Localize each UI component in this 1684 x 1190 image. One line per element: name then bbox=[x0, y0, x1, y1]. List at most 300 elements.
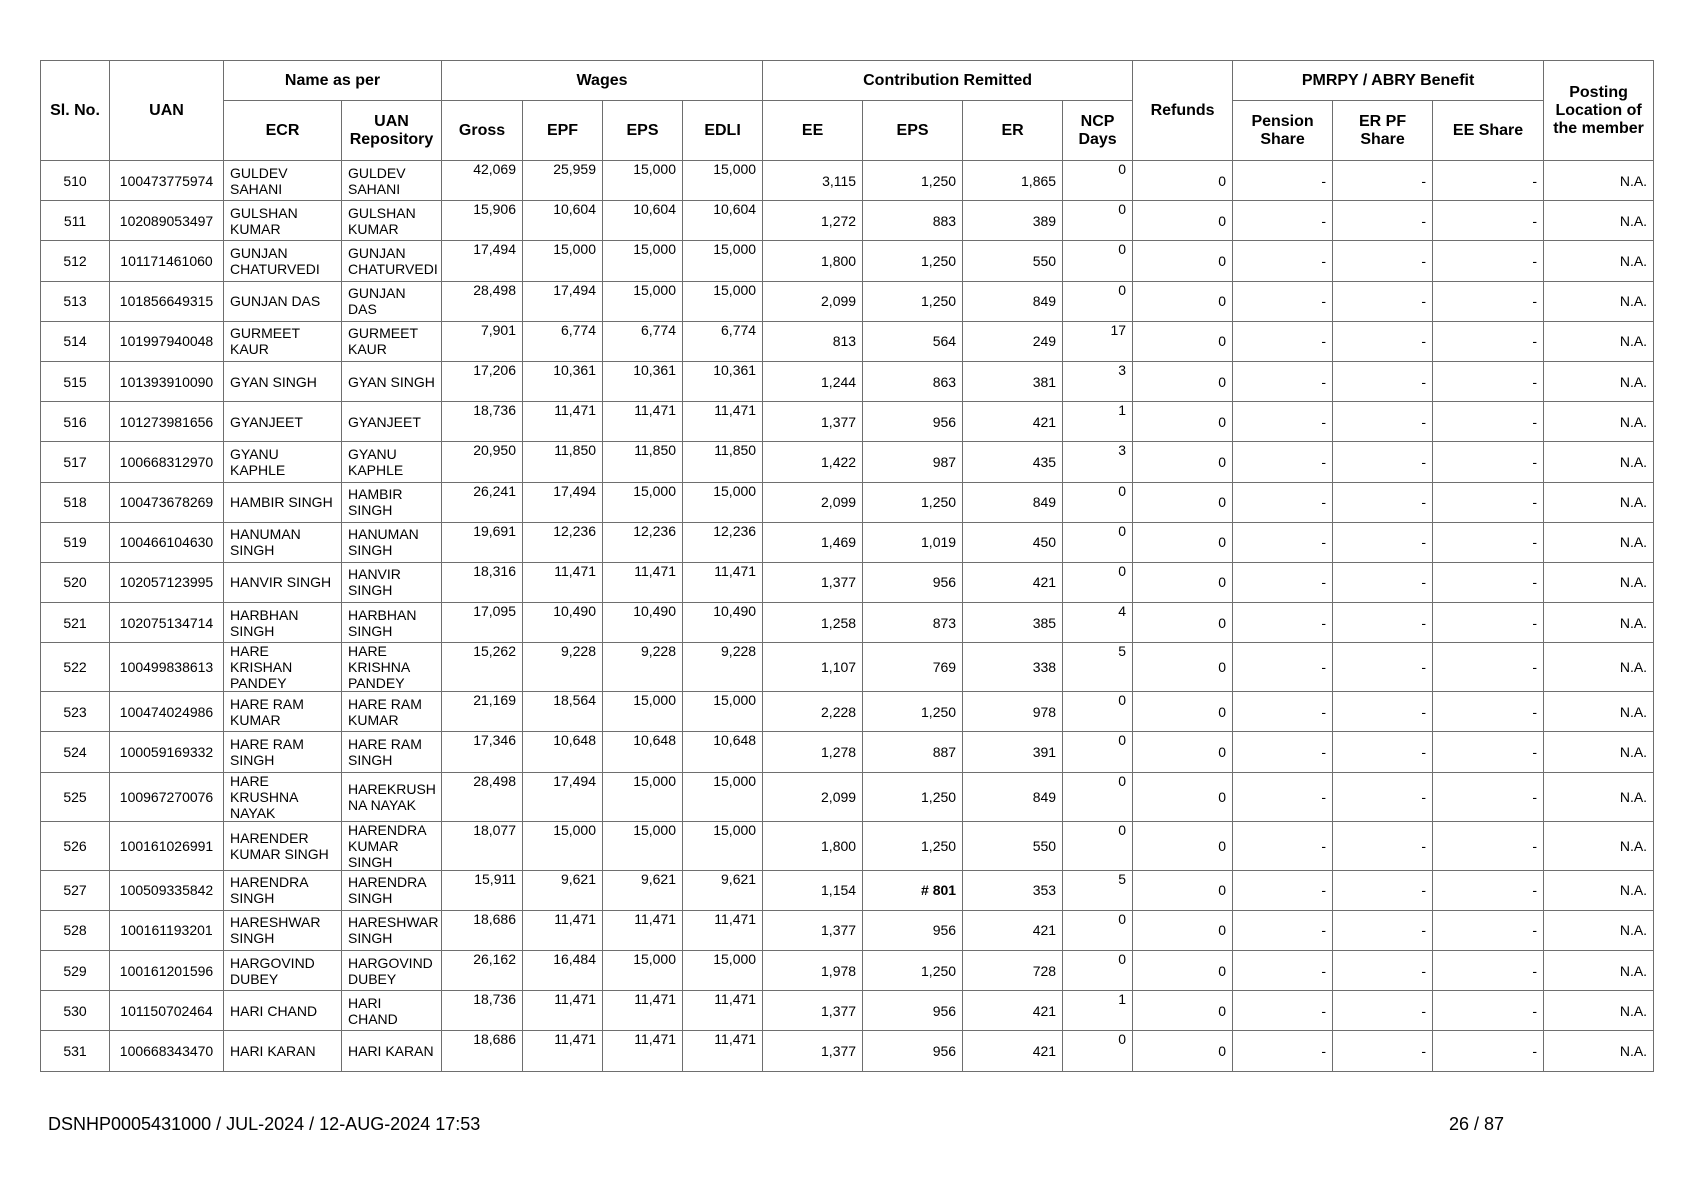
gross-cell: 28,498 bbox=[442, 772, 523, 821]
uan-cell: 102089053497 bbox=[110, 201, 224, 241]
edli-cell: 15,000 bbox=[683, 772, 763, 821]
eps-contribution-cell: 1,250 bbox=[863, 482, 963, 522]
pension-share-cell: - bbox=[1233, 361, 1333, 401]
ecr-name-cell: GUNJAN CHATURVEDI bbox=[224, 241, 342, 281]
epf-cell: 11,850 bbox=[523, 442, 603, 482]
header-contribution-remitted: Contribution Remitted bbox=[763, 61, 1133, 101]
eps-cell: 15,000 bbox=[603, 951, 683, 991]
ncp-days-cell: 0 bbox=[1063, 772, 1133, 821]
ecr-name-cell: HARBHAN SINGH bbox=[224, 603, 342, 643]
pension-share-cell: - bbox=[1233, 482, 1333, 522]
header-uan: UAN bbox=[110, 61, 224, 161]
eps-cell: 10,604 bbox=[603, 201, 683, 241]
ee-share-cell: - bbox=[1433, 910, 1544, 950]
refunds-cell: 0 bbox=[1133, 1031, 1233, 1071]
pension-share-cell: - bbox=[1233, 821, 1333, 870]
eps-cell: 15,000 bbox=[603, 772, 683, 821]
ee-share-cell: - bbox=[1433, 1031, 1544, 1071]
edli-cell: 11,471 bbox=[683, 910, 763, 950]
edli-cell: 15,000 bbox=[683, 241, 763, 281]
uan-repository-name-cell: HARENDRA KUMAR SINGH bbox=[342, 821, 442, 870]
uan-cell: 100474024986 bbox=[110, 692, 224, 732]
ee-share-cell: - bbox=[1433, 402, 1544, 442]
pension-share-cell: - bbox=[1233, 951, 1333, 991]
er-cell: 849 bbox=[963, 281, 1063, 321]
er-pf-share-cell: - bbox=[1333, 643, 1433, 692]
eps-contribution-cell: 564 bbox=[863, 321, 963, 361]
ncp-days-cell: 0 bbox=[1063, 562, 1133, 602]
posting-location-cell: N.A. bbox=[1544, 321, 1654, 361]
gross-cell: 28,498 bbox=[442, 281, 523, 321]
posting-location-cell: N.A. bbox=[1544, 482, 1654, 522]
er-cell: 421 bbox=[963, 910, 1063, 950]
uan-cell: 100473775974 bbox=[110, 161, 224, 201]
ee-share-cell: - bbox=[1433, 442, 1544, 482]
sl-no-cell: 528 bbox=[41, 910, 110, 950]
eps-cell: 15,000 bbox=[603, 241, 683, 281]
refunds-cell: 0 bbox=[1133, 772, 1233, 821]
er-cell: 450 bbox=[963, 522, 1063, 562]
eps-cell: 9,621 bbox=[603, 870, 683, 910]
sl-no-cell: 530 bbox=[41, 991, 110, 1031]
eps-cell: 11,471 bbox=[603, 910, 683, 950]
ee-cell: 1,377 bbox=[763, 991, 863, 1031]
ncp-days-cell: 5 bbox=[1063, 643, 1133, 692]
ee-share-cell: - bbox=[1433, 161, 1544, 201]
uan-cell: 100668343470 bbox=[110, 1031, 224, 1071]
table-row bbox=[41, 161, 1654, 201]
eps-cell: 11,850 bbox=[603, 442, 683, 482]
posting-location-cell: N.A. bbox=[1544, 991, 1654, 1031]
uan-repository-name-cell: HARENDRA SINGH bbox=[342, 870, 442, 910]
edli-cell: 15,000 bbox=[683, 161, 763, 201]
uan-cell: 100473678269 bbox=[110, 482, 224, 522]
ecr-name-cell: HANUMAN SINGH bbox=[224, 522, 342, 562]
uan-repository-name-cell: GUNJAN DAS bbox=[342, 281, 442, 321]
epf-cell: 17,494 bbox=[523, 482, 603, 522]
header-sl-no: Sl. No. bbox=[41, 61, 110, 161]
eps-cell: 15,000 bbox=[603, 161, 683, 201]
header-eps: EPS bbox=[603, 101, 683, 161]
ee-cell: 2,099 bbox=[763, 772, 863, 821]
posting-location-cell: N.A. bbox=[1544, 562, 1654, 602]
eps-cell: 15,000 bbox=[603, 482, 683, 522]
pension-share-cell: - bbox=[1233, 402, 1333, 442]
er-pf-share-cell: - bbox=[1333, 482, 1433, 522]
header-pmrpy-abry: PMRPY / ABRY Benefit bbox=[1233, 61, 1544, 101]
sl-no-cell: 517 bbox=[41, 442, 110, 482]
epf-cell: 10,361 bbox=[523, 361, 603, 401]
ee-share-cell: - bbox=[1433, 821, 1544, 870]
ncp-days-cell: 0 bbox=[1063, 1031, 1133, 1071]
refunds-cell: 0 bbox=[1133, 442, 1233, 482]
header-er: ER bbox=[963, 101, 1063, 161]
sl-no-cell: 522 bbox=[41, 643, 110, 692]
ee-cell: 2,099 bbox=[763, 281, 863, 321]
ecr-name-cell: HARE KRUSHNA NAYAK bbox=[224, 772, 342, 821]
epf-cell: 18,564 bbox=[523, 692, 603, 732]
epf-cell: 16,484 bbox=[523, 951, 603, 991]
uan-cell: 101273981656 bbox=[110, 402, 224, 442]
ee-cell: 1,800 bbox=[763, 821, 863, 870]
er-pf-share-cell: - bbox=[1333, 603, 1433, 643]
ee-share-cell: - bbox=[1433, 870, 1544, 910]
ncp-days-cell: 1 bbox=[1063, 991, 1133, 1031]
er-cell: 421 bbox=[963, 562, 1063, 602]
epf-cell: 11,471 bbox=[523, 402, 603, 442]
uan-repository-name-cell: GURMEET KAUR bbox=[342, 321, 442, 361]
page-number: 26 / 87 bbox=[1449, 1114, 1505, 1134]
uan-repository-name-cell: HARBHAN SINGH bbox=[342, 603, 442, 643]
refunds-cell: 0 bbox=[1133, 732, 1233, 772]
header-ee: EE bbox=[763, 101, 863, 161]
er-cell: 338 bbox=[963, 643, 1063, 692]
table-row bbox=[41, 910, 1654, 950]
uan-repository-name-cell: HANUMAN SINGH bbox=[342, 522, 442, 562]
uan-cell: 100161201596 bbox=[110, 951, 224, 991]
sl-no-cell: 527 bbox=[41, 870, 110, 910]
uan-repository-name-cell: HARI CHAND bbox=[342, 991, 442, 1031]
er-pf-share-cell: - bbox=[1333, 201, 1433, 241]
header-ncp-days: NCP Days bbox=[1063, 101, 1133, 161]
pension-share-cell: - bbox=[1233, 442, 1333, 482]
gross-cell: 42,069 bbox=[442, 161, 523, 201]
ncp-days-cell: 0 bbox=[1063, 821, 1133, 870]
pension-share-cell: - bbox=[1233, 321, 1333, 361]
epf-cell: 10,604 bbox=[523, 201, 603, 241]
gross-cell: 15,906 bbox=[442, 201, 523, 241]
ecr-name-cell: HARI KARAN bbox=[224, 1031, 342, 1071]
pension-share-cell: - bbox=[1233, 772, 1333, 821]
ee-cell: 1,377 bbox=[763, 402, 863, 442]
gross-cell: 18,316 bbox=[442, 562, 523, 602]
uan-cell: 100668312970 bbox=[110, 442, 224, 482]
gross-cell: 26,162 bbox=[442, 951, 523, 991]
posting-location-cell: N.A. bbox=[1544, 241, 1654, 281]
ncp-days-cell: 0 bbox=[1063, 482, 1133, 522]
sl-no-cell: 510 bbox=[41, 161, 110, 201]
posting-location-cell: N.A. bbox=[1544, 161, 1654, 201]
eps-contribution-cell: 873 bbox=[863, 603, 963, 643]
eps-contribution-cell: 987 bbox=[863, 442, 963, 482]
ee-share-cell: - bbox=[1433, 643, 1544, 692]
table-row bbox=[41, 281, 1654, 321]
edli-cell: 10,648 bbox=[683, 732, 763, 772]
ncp-days-cell: 3 bbox=[1063, 361, 1133, 401]
ncp-days-cell: 0 bbox=[1063, 732, 1133, 772]
pension-share-cell: - bbox=[1233, 281, 1333, 321]
refunds-cell: 0 bbox=[1133, 161, 1233, 201]
uan-cell: 100509335842 bbox=[110, 870, 224, 910]
er-cell: 389 bbox=[963, 201, 1063, 241]
eps-cell: 12,236 bbox=[603, 522, 683, 562]
posting-location-cell: N.A. bbox=[1544, 1031, 1654, 1071]
ecr-name-cell: HARGOVIND DUBEY bbox=[224, 951, 342, 991]
table-row bbox=[41, 361, 1654, 401]
uan-cell: 102075134714 bbox=[110, 603, 224, 643]
header-edli: EDLI bbox=[683, 101, 763, 161]
er-cell: 391 bbox=[963, 732, 1063, 772]
gross-cell: 17,346 bbox=[442, 732, 523, 772]
refunds-cell: 0 bbox=[1133, 402, 1233, 442]
er-pf-share-cell: - bbox=[1333, 321, 1433, 361]
er-cell: 249 bbox=[963, 321, 1063, 361]
contribution-table bbox=[40, 60, 1654, 1072]
refunds-cell: 0 bbox=[1133, 951, 1233, 991]
epf-cell: 10,490 bbox=[523, 603, 603, 643]
ecr-name-cell: HAMBIR SINGH bbox=[224, 482, 342, 522]
ee-cell: 1,272 bbox=[763, 201, 863, 241]
header-posting-location: Posting Location of the member bbox=[1544, 61, 1654, 161]
table-row bbox=[41, 772, 1654, 821]
edli-cell: 6,774 bbox=[683, 321, 763, 361]
epf-cell: 11,471 bbox=[523, 991, 603, 1031]
eps-cell: 10,361 bbox=[603, 361, 683, 401]
uan-repository-name-cell: HARGOVIND DUBEY bbox=[342, 951, 442, 991]
sl-no-cell: 523 bbox=[41, 692, 110, 732]
ncp-days-cell: 0 bbox=[1063, 281, 1133, 321]
pension-share-cell: - bbox=[1233, 870, 1333, 910]
posting-location-cell: N.A. bbox=[1544, 732, 1654, 772]
uan-repository-name-cell: HARE KRISHNA PANDEY bbox=[342, 643, 442, 692]
uan-cell: 101150702464 bbox=[110, 991, 224, 1031]
posting-location-cell: N.A. bbox=[1544, 692, 1654, 732]
uan-cell: 100059169332 bbox=[110, 732, 224, 772]
posting-location-cell: N.A. bbox=[1544, 643, 1654, 692]
edli-cell: 10,361 bbox=[683, 361, 763, 401]
er-cell: 421 bbox=[963, 991, 1063, 1031]
ecr-name-cell: GULDEV SAHANI bbox=[224, 161, 342, 201]
header-eps-contribution: EPS bbox=[863, 101, 963, 161]
ecr-name-cell: GYAN SINGH bbox=[224, 361, 342, 401]
posting-location-cell: N.A. bbox=[1544, 201, 1654, 241]
pension-share-cell: - bbox=[1233, 692, 1333, 732]
ee-share-cell: - bbox=[1433, 603, 1544, 643]
posting-location-cell: N.A. bbox=[1544, 772, 1654, 821]
pension-share-cell: - bbox=[1233, 910, 1333, 950]
eps-cell: 11,471 bbox=[603, 1031, 683, 1071]
ncp-days-cell: 0 bbox=[1063, 201, 1133, 241]
ee-share-cell: - bbox=[1433, 482, 1544, 522]
eps-contribution-cell: 887 bbox=[863, 732, 963, 772]
uan-repository-name-cell: GUNJAN CHATURVEDI bbox=[342, 241, 442, 281]
gross-cell: 17,206 bbox=[442, 361, 523, 401]
eps-cell: 11,471 bbox=[603, 991, 683, 1031]
er-pf-share-cell: - bbox=[1333, 241, 1433, 281]
er-pf-share-cell: - bbox=[1333, 951, 1433, 991]
posting-location-cell: N.A. bbox=[1544, 870, 1654, 910]
refunds-cell: 0 bbox=[1133, 910, 1233, 950]
ncp-days-cell: 0 bbox=[1063, 951, 1133, 991]
refunds-cell: 0 bbox=[1133, 692, 1233, 732]
er-cell: 728 bbox=[963, 951, 1063, 991]
eps-contribution-cell: 956 bbox=[863, 991, 963, 1031]
ecr-name-cell: HARENDER KUMAR SINGH bbox=[224, 821, 342, 870]
eps-cell: 15,000 bbox=[603, 692, 683, 732]
uan-cell: 100499838613 bbox=[110, 643, 224, 692]
ecr-name-cell: HARENDRA SINGH bbox=[224, 870, 342, 910]
posting-location-cell: N.A. bbox=[1544, 361, 1654, 401]
eps-contribution-cell: 1,250 bbox=[863, 951, 963, 991]
header-er-pf-share: ER PF Share bbox=[1333, 101, 1433, 161]
ncp-days-cell: 3 bbox=[1063, 442, 1133, 482]
edli-cell: 9,621 bbox=[683, 870, 763, 910]
sl-no-cell: 513 bbox=[41, 281, 110, 321]
epf-cell: 11,471 bbox=[523, 1031, 603, 1071]
gross-cell: 15,911 bbox=[442, 870, 523, 910]
sl-no-cell: 516 bbox=[41, 402, 110, 442]
er-pf-share-cell: - bbox=[1333, 692, 1433, 732]
sl-no-cell: 515 bbox=[41, 361, 110, 401]
ee-cell: 1,978 bbox=[763, 951, 863, 991]
refunds-cell: 0 bbox=[1133, 482, 1233, 522]
ecr-name-cell: GURMEET KAUR bbox=[224, 321, 342, 361]
er-cell: 385 bbox=[963, 603, 1063, 643]
gross-cell: 18,686 bbox=[442, 910, 523, 950]
refunds-cell: 0 bbox=[1133, 241, 1233, 281]
eps-cell: 10,490 bbox=[603, 603, 683, 643]
refunds-cell: 0 bbox=[1133, 821, 1233, 870]
er-pf-share-cell: - bbox=[1333, 402, 1433, 442]
edli-cell: 15,000 bbox=[683, 692, 763, 732]
gross-cell: 26,241 bbox=[442, 482, 523, 522]
eps-contribution-cell: 863 bbox=[863, 361, 963, 401]
ee-share-cell: - bbox=[1433, 241, 1544, 281]
er-pf-share-cell: - bbox=[1333, 870, 1433, 910]
sl-no-cell: 514 bbox=[41, 321, 110, 361]
ee-share-cell: - bbox=[1433, 201, 1544, 241]
gross-cell: 18,736 bbox=[442, 402, 523, 442]
eps-cell: 15,000 bbox=[603, 281, 683, 321]
uan-repository-name-cell: HAMBIR SINGH bbox=[342, 482, 442, 522]
table-row bbox=[41, 603, 1654, 643]
er-pf-share-cell: - bbox=[1333, 161, 1433, 201]
pension-share-cell: - bbox=[1233, 562, 1333, 602]
table-row bbox=[41, 241, 1654, 281]
edli-cell: 9,228 bbox=[683, 643, 763, 692]
uan-repository-name-cell: HARI KARAN bbox=[342, 1031, 442, 1071]
eps-cell: 10,648 bbox=[603, 732, 683, 772]
posting-location-cell: N.A. bbox=[1544, 603, 1654, 643]
er-cell: 550 bbox=[963, 241, 1063, 281]
header-pension-share: Pension Share bbox=[1233, 101, 1333, 161]
ecr-name-cell: HARE KRISHAN PANDEY bbox=[224, 643, 342, 692]
header-epf: EPF bbox=[523, 101, 603, 161]
epf-cell: 17,494 bbox=[523, 281, 603, 321]
er-cell: 421 bbox=[963, 1031, 1063, 1071]
gross-cell: 17,095 bbox=[442, 603, 523, 643]
ee-share-cell: - bbox=[1433, 951, 1544, 991]
eps-cell: 9,228 bbox=[603, 643, 683, 692]
refunds-cell: 0 bbox=[1133, 321, 1233, 361]
er-pf-share-cell: - bbox=[1333, 772, 1433, 821]
posting-location-cell: N.A. bbox=[1544, 442, 1654, 482]
uan-repository-name-cell: GULDEV SAHANI bbox=[342, 161, 442, 201]
eps-contribution-cell: 956 bbox=[863, 402, 963, 442]
epf-cell: 9,228 bbox=[523, 643, 603, 692]
er-pf-share-cell: - bbox=[1333, 562, 1433, 602]
refunds-cell: 0 bbox=[1133, 522, 1233, 562]
ncp-days-cell: 0 bbox=[1063, 241, 1133, 281]
ee-share-cell: - bbox=[1433, 692, 1544, 732]
pension-share-cell: - bbox=[1233, 732, 1333, 772]
posting-location-cell: N.A. bbox=[1544, 402, 1654, 442]
epf-cell: 11,471 bbox=[523, 562, 603, 602]
uan-cell: 101171461060 bbox=[110, 241, 224, 281]
eps-contribution-cell: # 801 bbox=[863, 870, 963, 910]
gross-cell: 21,169 bbox=[442, 692, 523, 732]
header-ecr: ECR bbox=[224, 101, 342, 161]
table-row bbox=[41, 1031, 1654, 1071]
ee-cell: 1,278 bbox=[763, 732, 863, 772]
er-cell: 550 bbox=[963, 821, 1063, 870]
er-cell: 353 bbox=[963, 870, 1063, 910]
table-row bbox=[41, 482, 1654, 522]
posting-location-cell: N.A. bbox=[1544, 281, 1654, 321]
ecr-name-cell: GULSHAN KUMAR bbox=[224, 201, 342, 241]
eps-contribution-cell: 1,250 bbox=[863, 281, 963, 321]
uan-repository-name-cell: HAREKRUSH NA NAYAK bbox=[342, 772, 442, 821]
edli-cell: 10,604 bbox=[683, 201, 763, 241]
er-cell: 435 bbox=[963, 442, 1063, 482]
uan-repository-name-cell: HARE RAM KUMAR bbox=[342, 692, 442, 732]
sl-no-cell: 529 bbox=[41, 951, 110, 991]
gross-cell: 19,691 bbox=[442, 522, 523, 562]
uan-cell: 101393910090 bbox=[110, 361, 224, 401]
er-cell: 978 bbox=[963, 692, 1063, 732]
header-name-as-per: Name as per bbox=[224, 61, 442, 101]
sl-no-cell: 531 bbox=[41, 1031, 110, 1071]
uan-cell: 100161026991 bbox=[110, 821, 224, 870]
eps-contribution-cell: 1,250 bbox=[863, 821, 963, 870]
er-pf-share-cell: - bbox=[1333, 732, 1433, 772]
edli-cell: 11,471 bbox=[683, 991, 763, 1031]
epf-cell: 15,000 bbox=[523, 821, 603, 870]
ecr-name-cell: GUNJAN DAS bbox=[224, 281, 342, 321]
header-wages: Wages bbox=[442, 61, 763, 101]
posting-location-cell: N.A. bbox=[1544, 951, 1654, 991]
table-row bbox=[41, 442, 1654, 482]
epf-cell: 10,648 bbox=[523, 732, 603, 772]
header-refunds: Refunds bbox=[1133, 61, 1233, 161]
uan-repository-name-cell: GULSHAN KUMAR bbox=[342, 201, 442, 241]
edli-cell: 11,471 bbox=[683, 1031, 763, 1071]
er-cell: 421 bbox=[963, 402, 1063, 442]
pension-share-cell: - bbox=[1233, 1031, 1333, 1071]
table-row bbox=[41, 821, 1654, 870]
ncp-days-cell: 1 bbox=[1063, 402, 1133, 442]
ee-share-cell: - bbox=[1433, 361, 1544, 401]
epf-cell: 25,959 bbox=[523, 161, 603, 201]
uan-repository-name-cell: GYANU KAPHLE bbox=[342, 442, 442, 482]
ee-cell: 2,228 bbox=[763, 692, 863, 732]
uan-repository-name-cell: HANVIR SINGH bbox=[342, 562, 442, 602]
eps-contribution-cell: 1,250 bbox=[863, 692, 963, 732]
table-row bbox=[41, 991, 1654, 1031]
eps-cell: 11,471 bbox=[603, 402, 683, 442]
uan-cell: 100161193201 bbox=[110, 910, 224, 950]
ncp-days-cell: 17 bbox=[1063, 321, 1133, 361]
uan-repository-name-cell: GYAN SINGH bbox=[342, 361, 442, 401]
uan-cell: 101997940048 bbox=[110, 321, 224, 361]
gross-cell: 17,494 bbox=[442, 241, 523, 281]
ee-cell: 3,115 bbox=[763, 161, 863, 201]
pension-share-cell: - bbox=[1233, 522, 1333, 562]
sl-no-cell: 520 bbox=[41, 562, 110, 602]
gross-cell: 18,736 bbox=[442, 991, 523, 1031]
table-row bbox=[41, 643, 1654, 692]
ee-share-cell: - bbox=[1433, 562, 1544, 602]
